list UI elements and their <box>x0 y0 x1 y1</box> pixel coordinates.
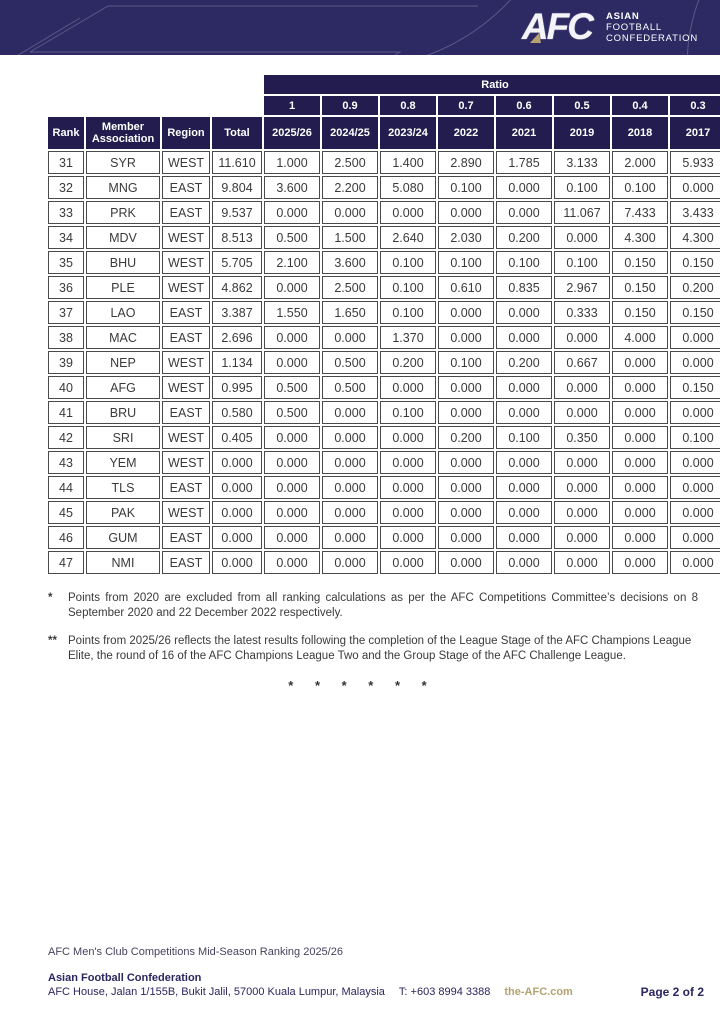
points-cell: 0.000 <box>670 476 720 499</box>
points-cell: 0.200 <box>380 351 436 374</box>
region-cell: EAST <box>162 526 210 549</box>
points-cell: 0.000 <box>612 351 668 374</box>
region-cell: WEST <box>162 276 210 299</box>
ranking-table-body <box>48 151 720 574</box>
points-cell: 0.200 <box>496 226 552 249</box>
table-row <box>48 201 720 224</box>
region-cell: EAST <box>162 551 210 574</box>
points-cell: 0.667 <box>554 351 610 374</box>
table-row <box>48 376 720 399</box>
points-cell: 3.133 <box>554 151 610 174</box>
points-cell: 1.500 <box>322 226 378 249</box>
points-cell: 0.000 <box>322 526 378 549</box>
association-cell: BHU <box>86 251 160 274</box>
points-cell: 0.000 <box>380 451 436 474</box>
region-cell: EAST <box>162 326 210 349</box>
ratio-value-header: 0.9 <box>322 96 378 115</box>
points-cell: 0.000 <box>670 526 720 549</box>
page-footer <box>48 971 704 999</box>
points-cell: 2.500 <box>322 151 378 174</box>
column-header-region: Region <box>162 117 210 149</box>
rank-cell: 44 <box>48 476 84 499</box>
table-row <box>48 401 720 424</box>
points-cell: 0.000 <box>554 526 610 549</box>
points-cell: 0.000 <box>264 426 320 449</box>
rank-cell: 42 <box>48 426 84 449</box>
rank-cell: 45 <box>48 501 84 524</box>
points-cell: 0.100 <box>670 426 720 449</box>
footnote-1-text: Points from 2020 are excluded from all ranking calculations as per the AFC Competitions Committee’s decisions on 8 September 2020 and 22 December 2022 respectively. <box>68 592 698 619</box>
points-cell: 0.000 <box>380 501 436 524</box>
points-cell: 0.500 <box>322 376 378 399</box>
table-row <box>48 426 720 449</box>
rank-cell: 40 <box>48 376 84 399</box>
points-cell: 3.433 <box>670 201 720 224</box>
org-name-line2: FOOTBALL <box>605 21 662 33</box>
footnote-2 <box>48 634 698 664</box>
region-cell: EAST <box>162 201 210 224</box>
region-cell: EAST <box>162 176 210 199</box>
points-cell: 0.000 <box>438 451 494 474</box>
points-cell: 0.000 <box>496 551 552 574</box>
region-cell: WEST <box>162 151 210 174</box>
points-cell: 0.000 <box>438 326 494 349</box>
points-cell: 2.967 <box>554 276 610 299</box>
document-title: AFC Men's Club Competitions Mid-Season Ranking 2025/26 <box>48 946 343 958</box>
association-cell: NMI <box>86 551 160 574</box>
table-row <box>48 326 720 349</box>
rank-cell: 41 <box>48 401 84 424</box>
rank-cell: 33 <box>48 201 84 224</box>
rank-cell: 36 <box>48 276 84 299</box>
points-cell: 0.000 <box>322 426 378 449</box>
points-cell: 0.000 <box>612 526 668 549</box>
ratio-value-header: 0.8 <box>380 96 436 115</box>
asterisk-separator: * * * * * * <box>288 678 428 693</box>
points-cell: 0.000 <box>554 451 610 474</box>
association-cell: SRI <box>86 426 160 449</box>
total-cell: 9.804 <box>212 176 262 199</box>
region-cell: WEST <box>162 251 210 274</box>
table-row <box>48 551 720 574</box>
points-cell: 0.000 <box>380 476 436 499</box>
points-cell: 0.100 <box>380 401 436 424</box>
points-cell: 0.000 <box>612 451 668 474</box>
points-cell: 0.100 <box>438 251 494 274</box>
table-row <box>48 451 720 474</box>
points-cell: 0.000 <box>496 301 552 324</box>
column-header-season: 2024/25 <box>322 117 378 149</box>
points-cell: 0.100 <box>438 351 494 374</box>
ratio-value-header: 0.3 <box>670 96 720 115</box>
points-cell: 0.333 <box>554 301 610 324</box>
points-cell: 7.433 <box>612 201 668 224</box>
rank-cell: 32 <box>48 176 84 199</box>
points-cell: 0.000 <box>670 551 720 574</box>
region-cell: WEST <box>162 351 210 374</box>
points-cell: 4.300 <box>670 226 720 249</box>
points-cell: 0.000 <box>496 326 552 349</box>
total-cell: 0.000 <box>212 501 262 524</box>
points-cell: 0.150 <box>670 376 720 399</box>
points-cell: 0.150 <box>612 251 668 274</box>
points-cell: 0.000 <box>322 326 378 349</box>
points-cell: 0.000 <box>438 551 494 574</box>
points-cell: 0.000 <box>496 376 552 399</box>
points-cell: 0.200 <box>438 426 494 449</box>
ratio-value-header: 0.4 <box>612 96 668 115</box>
points-cell: 4.000 <box>612 326 668 349</box>
footer-org-block <box>48 971 573 999</box>
points-cell: 0.100 <box>496 426 552 449</box>
ranking-table <box>46 73 720 576</box>
org-name-block <box>606 11 698 44</box>
points-cell: 0.350 <box>554 426 610 449</box>
column-header-rank: Rank <box>48 117 84 149</box>
footnote-2-marker: ** <box>48 635 57 647</box>
total-cell: 0.995 <box>212 376 262 399</box>
org-name-line1: ASIAN <box>605 10 640 22</box>
points-cell: 1.550 <box>264 301 320 324</box>
points-cell: 2.100 <box>264 251 320 274</box>
column-header-season: 2022 <box>438 117 494 149</box>
total-cell: 3.387 <box>212 301 262 324</box>
footnote-2-text: Points from 2025/26 reflects the latest results following the completion of the League Stage of the AFC Champions League Elite, the round of 16 of the AFC Champions League Two and the Group Stage of the AFC Challenge League. <box>68 635 692 662</box>
region-cell: WEST <box>162 226 210 249</box>
points-cell: 0.000 <box>438 201 494 224</box>
points-cell: 2.500 <box>322 276 378 299</box>
points-cell: 0.000 <box>612 376 668 399</box>
points-cell: 0.000 <box>496 401 552 424</box>
points-cell: 5.933 <box>670 151 720 174</box>
points-cell: 0.100 <box>496 251 552 274</box>
footer-org-name: Asian Football Confederation <box>48 972 202 984</box>
association-cell: YEM <box>86 451 160 474</box>
points-cell: 0.000 <box>322 501 378 524</box>
points-cell: 0.500 <box>264 401 320 424</box>
table-row <box>48 251 720 274</box>
footer-address-line <box>48 985 573 999</box>
region-cell: WEST <box>162 376 210 399</box>
footnote-1-marker: * <box>48 592 53 604</box>
points-cell: 0.000 <box>554 326 610 349</box>
points-cell: 0.000 <box>438 476 494 499</box>
footer-website-link[interactable]: the-AFC.com <box>504 986 573 998</box>
total-cell: 5.705 <box>212 251 262 274</box>
header-spacer <box>48 75 262 94</box>
points-cell: 3.600 <box>322 251 378 274</box>
points-cell: 11.067 <box>554 201 610 224</box>
points-cell: 0.000 <box>322 476 378 499</box>
association-cell: AFG <box>86 376 160 399</box>
ratio-value-header: 0.7 <box>438 96 494 115</box>
points-cell: 0.500 <box>264 226 320 249</box>
total-cell: 0.405 <box>212 426 262 449</box>
points-cell: 0.000 <box>264 526 320 549</box>
points-cell: 0.000 <box>554 501 610 524</box>
ranking-table-header <box>48 75 720 149</box>
points-cell: 0.000 <box>670 176 720 199</box>
table-row <box>48 276 720 299</box>
association-cell: TLS <box>86 476 160 499</box>
points-cell: 0.000 <box>380 426 436 449</box>
points-cell: 4.300 <box>612 226 668 249</box>
afc-logo-gold-accent <box>530 33 543 43</box>
points-cell: 1.370 <box>380 326 436 349</box>
association-cell: BRU <box>86 401 160 424</box>
points-cell: 0.000 <box>438 526 494 549</box>
points-cell: 0.000 <box>554 376 610 399</box>
region-cell: WEST <box>162 451 210 474</box>
total-cell: 1.134 <box>212 351 262 374</box>
points-cell: 0.100 <box>554 176 610 199</box>
points-cell: 0.000 <box>380 376 436 399</box>
ratio-value-header: 1 <box>264 96 320 115</box>
points-cell: 1.650 <box>322 301 378 324</box>
points-cell: 0.000 <box>612 426 668 449</box>
table-row <box>48 176 720 199</box>
total-cell: 8.513 <box>212 226 262 249</box>
points-cell: 0.100 <box>380 251 436 274</box>
table-row <box>48 226 720 249</box>
column-header-season: 2023/24 <box>380 117 436 149</box>
total-cell: 0.000 <box>212 451 262 474</box>
region-cell: WEST <box>162 426 210 449</box>
association-cell: PLE <box>86 276 160 299</box>
points-cell: 0.000 <box>380 201 436 224</box>
footer-address: AFC House, Jalan 1/155B, Bukit Jalil, 57000 Kuala Lumpur, Malaysia <box>48 986 385 998</box>
region-cell: WEST <box>162 501 210 524</box>
ratio-value-header: 0.6 <box>496 96 552 115</box>
association-cell: MNG <box>86 176 160 199</box>
points-cell: 1.000 <box>264 151 320 174</box>
points-cell: 0.000 <box>670 401 720 424</box>
column-header-season: 2017 <box>670 117 720 149</box>
points-cell: 0.150 <box>612 276 668 299</box>
table-row <box>48 301 720 324</box>
points-cell: 0.000 <box>322 401 378 424</box>
points-cell: 0.500 <box>322 351 378 374</box>
rank-cell: 38 <box>48 326 84 349</box>
points-cell: 0.000 <box>496 176 552 199</box>
total-cell: 0.000 <box>212 476 262 499</box>
rank-cell: 47 <box>48 551 84 574</box>
points-cell: 0.200 <box>496 351 552 374</box>
points-cell: 0.000 <box>380 551 436 574</box>
points-cell: 0.000 <box>612 551 668 574</box>
org-name-line3: CONFEDERATION <box>605 32 698 44</box>
points-cell: 0.000 <box>264 501 320 524</box>
table-row <box>48 476 720 499</box>
total-cell: 0.000 <box>212 551 262 574</box>
rank-cell: 46 <box>48 526 84 549</box>
points-cell: 0.000 <box>612 501 668 524</box>
column-header-season: 2021 <box>496 117 552 149</box>
points-cell: 0.150 <box>670 301 720 324</box>
rank-cell: 34 <box>48 226 84 249</box>
column-header-member-association: Member Association <box>86 117 160 149</box>
column-header-season: 2019 <box>554 117 610 149</box>
points-cell: 0.610 <box>438 276 494 299</box>
total-cell: 0.000 <box>212 526 262 549</box>
points-cell: 0.000 <box>438 501 494 524</box>
points-cell: 0.000 <box>612 476 668 499</box>
points-cell: 0.150 <box>670 251 720 274</box>
points-cell: 0.000 <box>496 201 552 224</box>
association-cell: MDV <box>86 226 160 249</box>
rank-cell: 35 <box>48 251 84 274</box>
points-cell: 0.100 <box>612 176 668 199</box>
points-cell: 0.000 <box>264 276 320 299</box>
column-header-season: 2018 <box>612 117 668 149</box>
points-cell: 1.400 <box>380 151 436 174</box>
points-cell: 0.000 <box>264 326 320 349</box>
points-cell: 0.000 <box>496 451 552 474</box>
points-cell: 2.200 <box>322 176 378 199</box>
association-cell: GUM <box>86 526 160 549</box>
page-number: Page 2 of 2 <box>640 985 704 999</box>
points-cell: 0.000 <box>554 476 610 499</box>
table-row <box>48 351 720 374</box>
points-cell: 1.785 <box>496 151 552 174</box>
association-cell: LAO <box>86 301 160 324</box>
points-cell: 0.000 <box>264 351 320 374</box>
afc-logo-block <box>522 7 698 47</box>
rank-cell: 43 <box>48 451 84 474</box>
column-header-total: Total <box>212 117 262 149</box>
afc-logo-text: AFC <box>521 6 592 47</box>
points-cell: 0.000 <box>438 401 494 424</box>
points-cell: 0.000 <box>554 551 610 574</box>
points-cell: 0.100 <box>380 276 436 299</box>
total-cell: 9.537 <box>212 201 262 224</box>
points-cell: 0.000 <box>264 551 320 574</box>
points-cell: 0.000 <box>496 501 552 524</box>
association-cell: SYR <box>86 151 160 174</box>
total-cell: 11.610 <box>212 151 262 174</box>
points-cell: 0.200 <box>670 276 720 299</box>
region-cell: EAST <box>162 476 210 499</box>
points-cell: 0.000 <box>322 551 378 574</box>
points-cell: 2.000 <box>612 151 668 174</box>
rank-cell: 39 <box>48 351 84 374</box>
points-cell: 0.000 <box>670 451 720 474</box>
total-cell: 4.862 <box>212 276 262 299</box>
points-cell: 0.000 <box>322 201 378 224</box>
points-cell: 0.000 <box>554 401 610 424</box>
points-cell: 0.000 <box>438 301 494 324</box>
region-cell: EAST <box>162 401 210 424</box>
association-cell: MAC <box>86 326 160 349</box>
points-cell: 0.100 <box>554 251 610 274</box>
header-spacer <box>48 96 262 115</box>
footnotes <box>48 591 698 677</box>
points-cell: 5.080 <box>380 176 436 199</box>
points-cell: 0.000 <box>554 226 610 249</box>
ratio-group-header: Ratio <box>264 75 720 94</box>
points-cell: 0.500 <box>264 376 320 399</box>
points-cell: 0.100 <box>380 301 436 324</box>
table-row <box>48 501 720 524</box>
points-cell: 2.030 <box>438 226 494 249</box>
points-cell: 3.600 <box>264 176 320 199</box>
ratio-value-header: 0.5 <box>554 96 610 115</box>
top-banner <box>0 0 720 55</box>
total-cell: 2.696 <box>212 326 262 349</box>
table-row <box>48 526 720 549</box>
points-cell: 0.000 <box>670 501 720 524</box>
rank-cell: 31 <box>48 151 84 174</box>
points-cell: 0.000 <box>670 351 720 374</box>
points-cell: 2.640 <box>380 226 436 249</box>
points-cell: 0.150 <box>612 301 668 324</box>
footnote-1 <box>48 591 698 621</box>
association-cell: PAK <box>86 501 160 524</box>
points-cell: 0.000 <box>264 451 320 474</box>
points-cell: 0.000 <box>496 476 552 499</box>
points-cell: 2.890 <box>438 151 494 174</box>
association-cell: PRK <box>86 201 160 224</box>
total-cell: 0.580 <box>212 401 262 424</box>
column-header-season: 2025/26 <box>264 117 320 149</box>
points-cell: 0.000 <box>670 326 720 349</box>
points-cell: 0.000 <box>322 451 378 474</box>
points-cell: 0.000 <box>612 401 668 424</box>
points-cell: 0.000 <box>438 376 494 399</box>
points-cell: 0.000 <box>496 526 552 549</box>
footer-phone: T: +603 8994 3388 <box>398 986 491 998</box>
rank-cell: 37 <box>48 301 84 324</box>
points-cell: 0.000 <box>380 526 436 549</box>
afc-logo <box>522 7 592 47</box>
points-cell: 0.835 <box>496 276 552 299</box>
table-row <box>48 151 720 174</box>
association-cell: NEP <box>86 351 160 374</box>
region-cell: EAST <box>162 301 210 324</box>
points-cell: 0.000 <box>264 476 320 499</box>
points-cell: 0.000 <box>264 201 320 224</box>
points-cell: 0.100 <box>438 176 494 199</box>
